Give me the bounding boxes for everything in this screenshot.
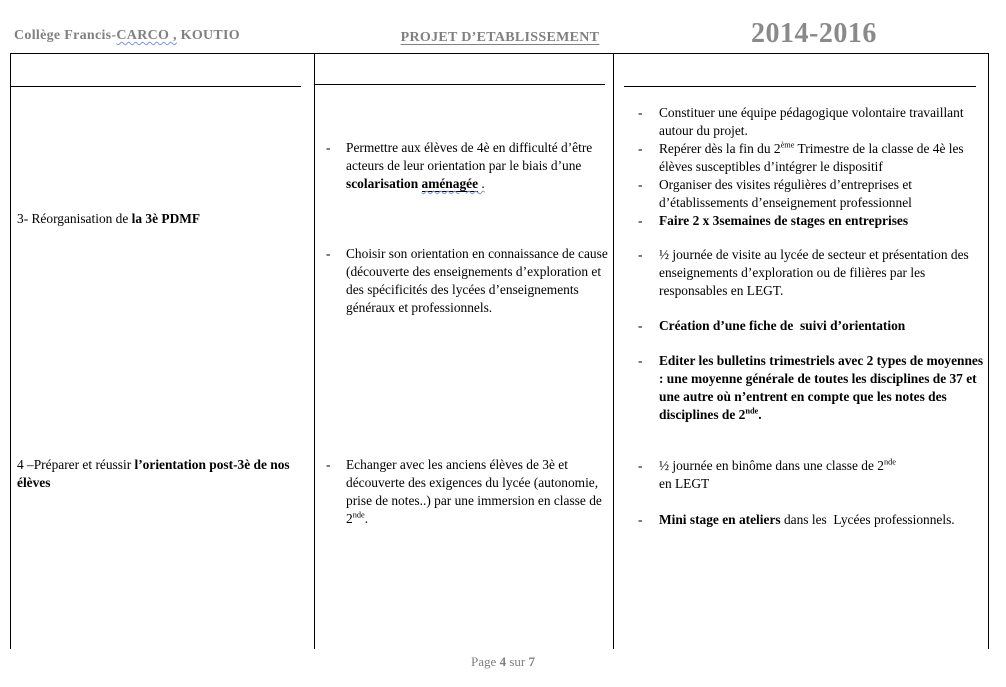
- school-name-grammar-marked: CARCO ,: [116, 28, 177, 43]
- bullet-item: [638, 352, 984, 424]
- column-2-header-rule: [315, 84, 605, 85]
- bullet-text: Organiser des visites régulières d’entreprises et d’établissements d’enseignement professionnel: [659, 177, 912, 210]
- bullet-dash: -: [326, 246, 331, 261]
- header-years: 2014-2016: [751, 18, 877, 49]
- school-name-suffix: KOUTIO: [176, 28, 240, 43]
- bullet-item: [326, 456, 611, 528]
- bullet-item: [638, 140, 984, 176]
- bullet-item: [638, 246, 984, 300]
- objective-3-label: 3- Réorganisation de la 3è PDMF: [17, 211, 201, 226]
- bullet-item: [638, 212, 984, 230]
- bullet-item: [638, 511, 984, 529]
- bullet-dash: -: [638, 318, 643, 333]
- school-name-prefix: Collège Francis-: [14, 28, 117, 43]
- bullet-dash: -: [638, 141, 643, 156]
- bullet-dash: -: [638, 512, 643, 527]
- bullet-group: [638, 104, 984, 230]
- bullet-text: Constituer une équipe pédagogique volontaire travaillant autour du projet.: [659, 105, 964, 138]
- bullet-text: Editer les bulletins trimestriels avec 2 types de moyennes : une moyenne générale de toutes les disciplines de 37 et une autre où n’entrent en compte que les notes des disciplines de 2nde.: [659, 353, 984, 422]
- bullet-text: Permettre aux élèves de 4è en difficulté d’être acteurs de leur orientation par le biais d’une scolarisation aménagée .: [346, 140, 593, 191]
- bullet-dash: -: [638, 177, 643, 192]
- column-1-header-rule: [11, 86, 301, 87]
- bullet-text: ½ journée de visite au lycée de secteur et présentation des enseignements d’exploration ou de filières par les responsables en LEGT.: [659, 247, 969, 298]
- column-3-header-rule: [624, 86, 976, 87]
- bullet-text: Création d’une fiche de suivi d’orientation: [659, 318, 906, 333]
- bullet-text: Faire 2 x 3semaines de stages en entreprises: [659, 213, 909, 228]
- project-table: [10, 53, 989, 649]
- bullet-text: Mini stage en ateliers dans les Lycées professionnels.: [659, 512, 955, 527]
- objective-4-label: 4 –Préparer et réussir l’orientation post-3è de nos élèves: [17, 457, 290, 490]
- page-number-footer: Page 4 sur 7: [471, 654, 535, 669]
- bullet-dash: -: [638, 247, 643, 262]
- bullet-text: Echanger avec les anciens élèves de 3è et découverte des exigences du lycée (autonomie, prise de notes..) par une immersion en classe de 2nde.: [346, 457, 602, 526]
- bullet-item: [638, 104, 984, 140]
- bullet-dash: -: [326, 457, 331, 472]
- bullet-text: Choisir son orientation en connaissance de cause (découverte des enseignements d’exploration et des spécificités des lycées d’enseignements généraux et professionnels.: [346, 246, 608, 315]
- bullet-text: Repérer dès la fin du 2ème Trimestre de la classe de 4è les élèves susceptibles d’intégrer le dispositif: [659, 140, 964, 174]
- column-middle: [315, 54, 614, 649]
- bullet-item: [326, 139, 611, 193]
- document-title: PROJET D’ETABLISSEMENT: [400, 30, 600, 45]
- bullet-item: [326, 245, 611, 317]
- bullet-item: [638, 457, 984, 493]
- bullet-dash: -: [326, 140, 331, 155]
- bullet-item: [638, 176, 984, 212]
- bullet-dash: -: [638, 458, 643, 473]
- header-school-name: [14, 28, 240, 44]
- column-objectives: [11, 54, 315, 649]
- bullet-dash: -: [638, 353, 643, 368]
- bullet-dash: -: [638, 213, 643, 228]
- bullet-text: ½ journée en binôme dans une classe de 2nde en LEGT: [659, 457, 896, 491]
- column-actions: [614, 54, 989, 649]
- bullet-dash: -: [638, 105, 643, 120]
- bullet-item: [638, 317, 984, 335]
